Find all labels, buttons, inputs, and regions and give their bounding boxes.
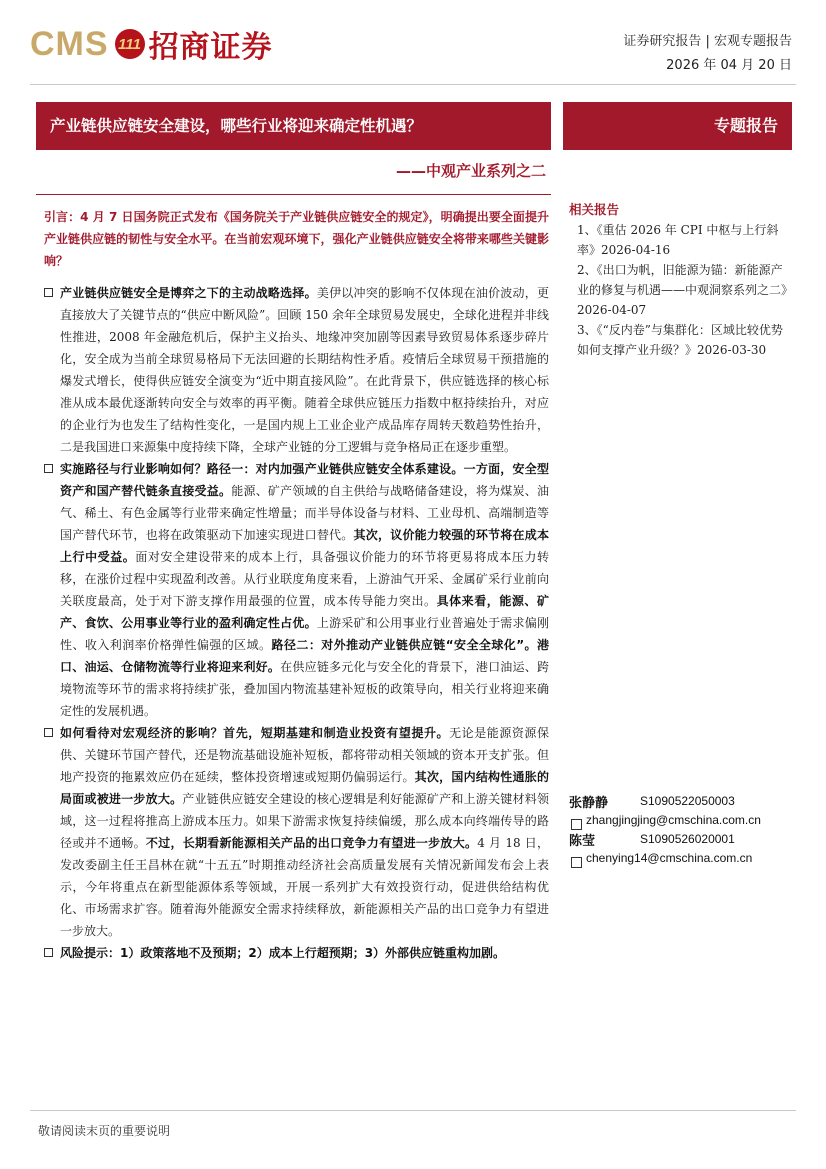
- footer-note: 敬请阅读末页的重要说明: [38, 1124, 171, 1138]
- paragraph-emphasis: 具体来看，能源、矿产、食饮、公用事业等行业的盈利确定性占优。: [60, 594, 549, 630]
- paragraph-text: 能源、矿产领域的自主供给与战略储备建设，将为煤炭、油气、稀土、有色金属等行业带来确定性增量；而半导体设备与材料、工业母机、高端制造等国产替代环节，也将在政策驱动下加速实现进口替代。: [60, 484, 549, 542]
- checkbox-bullet-icon: [44, 288, 53, 297]
- related-report-link[interactable]: 2、《出口为帆，旧能源为锚：新能源产业的修复与机遇——中观洞察系列之二》2026-04-07: [577, 263, 788, 317]
- paragraph-lead: 实施路径与行业影响如何？路径一：对内加强产业链供应链安全体系建设。一方面，安全型资产和国产替代链条直接受益。: [60, 462, 549, 498]
- checkbox-bullet-icon: [44, 948, 53, 957]
- paragraph-emphasis: 其次，国内结构性通胀的局面或被进一步放大。: [60, 770, 549, 806]
- cms-logo: [30, 22, 273, 66]
- paragraph-emphasis: 不过，长期看新能源相关产品的出口竞争力有望进一步放大。: [145, 836, 478, 850]
- analyst-email[interactable]: chenying14@cmschina.com.cn: [586, 851, 753, 865]
- analyst-id: S1090526020001: [640, 832, 735, 846]
- paragraph-text: 无论是能源资源保供、关键环节国产替代，还是物流基础设施补短板，都将带动相关领域的资本开支扩张。但地产投资的拖累效应仍在延续，整体投资增速或短期仍偏弱运行。: [60, 726, 549, 784]
- checkbox-bullet-icon: [44, 728, 53, 737]
- risk-warning: 风险提示：1）政策落地不及预期；2）成本上行超预期；3）外部供应链重构加剧。: [60, 946, 506, 960]
- intro-text: 引言：4 月 7 日国务院正式发布《国务院关于产业链供应链安全的规定》，明确提出要全面提升产业链供应链的韧性与安全水平。在当前宏观环境下，强化产业链供应链安全将带来哪些关键影响？: [44, 210, 549, 268]
- header-divider: [30, 84, 796, 85]
- paragraph-text: 上游采矿和公用事业行业普遍处于需求偏刚性、收入利润率价格弹性偏强的区域。: [60, 616, 549, 652]
- checkbox-bullet-icon: [44, 464, 53, 473]
- paragraph-text: 面对安全建设带来的成本上行，具备强议价能力的环节将更易将成本压力转移，在涨价过程中实现盈利改善。从行业联度角度来看，上游油气开采、金属矿采行业前向关联度最高，处于对下游支撑作用最强的位置，成本传导能力突出。: [60, 550, 549, 608]
- paragraph-text: 4 月 18 日，发改委副主任王昌林在就“十五五”时期推动经济社会高质量发展有关情况新闻发布会上表示，今年将重点在新型能源体系等领域，开展一系列扩大有效投资行动，促进供给结构优化、市场需求扩容。随着海外能源安全需求持续释放，新能源相关产品的出口竞争力有望进一步放大。: [60, 836, 549, 938]
- related-report-link[interactable]: 3、《“反内卷”与集群化：区域比较优势如何支撑产业升级？》2026-03-30: [577, 323, 783, 357]
- bullet-paragraph: [44, 942, 549, 964]
- report-date: 2026 年 04 月 20 日: [666, 58, 792, 73]
- report-subtitle: ——中观产业系列之二: [395, 162, 546, 180]
- paragraph-emphasis: 其次，议价能力较强的环节将在成本上行中受益。: [60, 528, 549, 564]
- paragraph-text: 在供应链多元化与安全化的背景下，港口油运、跨境物流等环节的需求将持续扩张，叠加国内物流基建补短板的政策导向，相关行业将迎来确定性的发展机遇。: [60, 660, 549, 718]
- analyst-email[interactable]: zhangjingjing@cmschina.com.cn: [586, 813, 761, 827]
- analyst-block: [569, 830, 595, 849]
- paragraph-text: 美伊以冲突的影响不仅体现在油价波动，更直接放大了关键节点的“供应中断风险”。回顾 150 余年全球贸易发展史，全球化进程并非线性推进，2008 年金融危机后，保护主义抬头、地缘冲突加剧等因素导致贸易体系逐步碎片化，安全成为当前全球贸易格局下无法回避的长期结构性矛盾。疫情后全球贸易干预措施的爆发式增长，使得供应链安全演变为“近中期直接风险”。在此背景下，供应链选择的核心标准从成本最优逐渐转向安全与效率的再平衡。随着全球供应链压力指数中枢持续抬升，对应的企业行为也发生了结构性变化，一是国内规上工业企业产成品库存周转天数趋势性抬升，二是我国进口来源集中度持续下降，全球产业链的分工逻辑与竞争格局正在逐步重塑。: [60, 286, 549, 454]
- related-reports-list: [577, 220, 791, 360]
- logo-chinese-text: 招商证券: [148, 30, 273, 65]
- subtitle-divider: [36, 194, 551, 195]
- paragraph-lead: 如何看待对宏观经济的影响？首先，短期基建和制造业投资有望提升。: [60, 726, 450, 740]
- paragraph-text: 产业链供应链安全建设的核心逻辑是利好能源矿产和上游关键材料领域，这一过程将推高上游成本压力。如果下游需求恢复持续偏缓，那么成本向终端传导的路径或并不通畅。: [60, 792, 549, 850]
- footer-divider: [30, 1110, 796, 1111]
- logo-cms-text: CMS: [30, 24, 109, 63]
- analyst-block: [569, 792, 608, 811]
- topic-label: 专题报告: [563, 102, 792, 150]
- email-icon: [571, 853, 582, 872]
- related-reports-heading: 相关报告: [569, 202, 620, 217]
- related-report-link[interactable]: 1、《重估 2026 年 CPI 中枢与上行斜率》2026-04-16: [577, 223, 779, 257]
- analyst-name: 陈莹: [569, 834, 596, 849]
- analyst-name: 张静静: [569, 796, 609, 811]
- paragraph-lead: 产业链供应链安全是博弈之下的主动战略选择。: [60, 286, 317, 300]
- report-type: 证券研究报告 | 宏观专题报告: [623, 34, 792, 49]
- main-body: [44, 282, 549, 964]
- bullet-paragraph: [44, 282, 549, 458]
- bullet-paragraph: [44, 722, 549, 942]
- report-title: 产业链供应链安全建设，哪些行业将迎来确定性机遇？: [36, 102, 551, 150]
- paragraph-emphasis: 路径二：对外推动产业链供应链“安全全球化”。港口、油运、仓储物流等行业将迎来利好。: [60, 638, 549, 674]
- logo-badge-icon: 111: [115, 29, 145, 59]
- analyst-id: S1090522050003: [640, 794, 735, 808]
- bullet-paragraph: [44, 458, 549, 722]
